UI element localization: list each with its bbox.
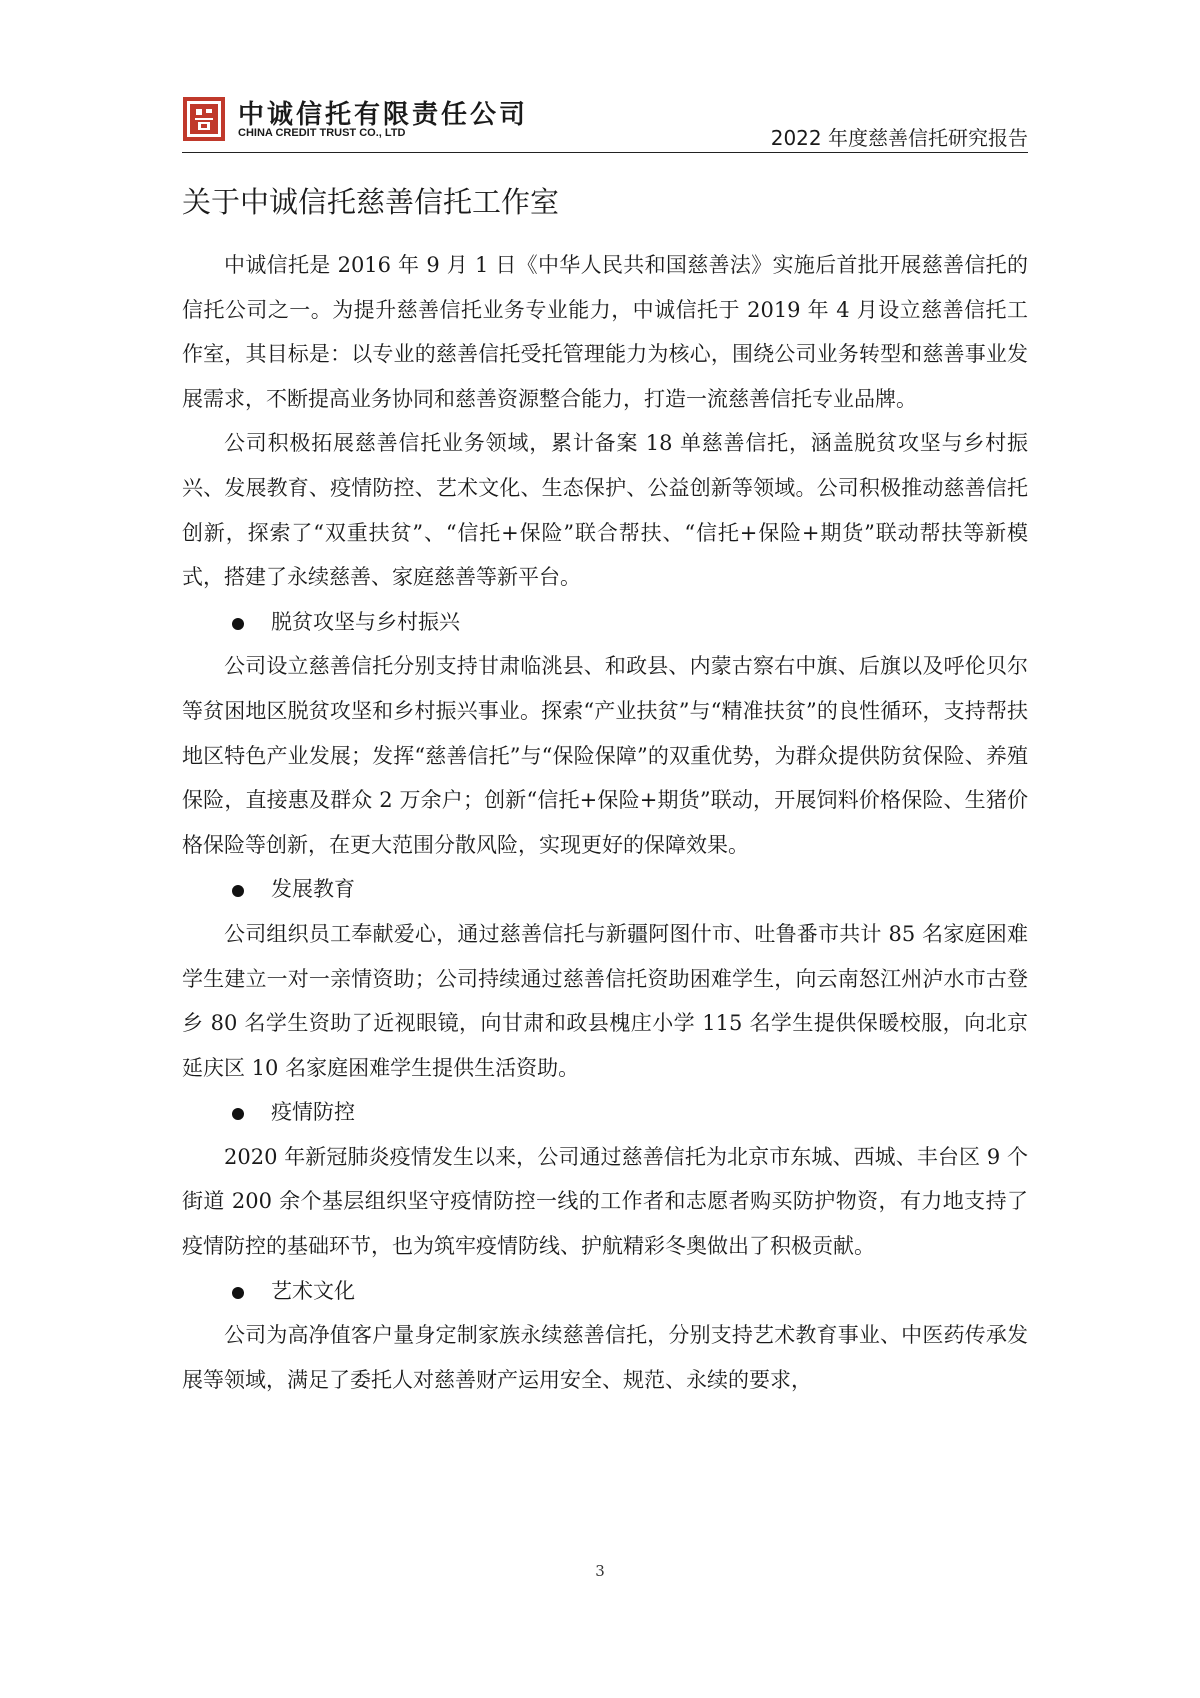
page-header [182, 96, 1028, 152]
paragraph-poverty: 公司设立慈善信托分别支持甘肃临洮县、和政县、内蒙古察右中旗、后旗以及呼伦贝尔等贫困地区脱贫攻坚和乡村振兴事业。探索“产业扶贫”与“精准扶贫”的良性循环，支持帮扶地区特色产业发展；发挥“慈善信托”与“保险保障”的双重优势，为群众提供防贫保险、养殖保险，直接惠及群众 2 万余户；创新“信托+保险+期货”联动，开展饲料价格保险、生猪价格保险等创新，在更大范围分散风险，实现更好的保障效果。 [182, 654, 1028, 857]
bullet-item [182, 867, 1028, 912]
bullet-item [182, 1090, 1028, 1135]
bullet-label: 发展教育 [271, 877, 355, 902]
bullet-label: 脱贫攻坚与乡村振兴 [271, 609, 460, 634]
page-title: 关于中诚信托慈善信托工作室 [182, 185, 560, 219]
company-name-cn: 中诚信托有限责任公司 [238, 100, 529, 130]
bullet-label: 艺术文化 [271, 1278, 355, 1303]
paragraph-overview: 公司积极拓展慈善信托业务领域，累计备案 18 单慈善信托，涵盖脱贫攻坚与乡村振兴、发展教育、疫情防控、艺术文化、生态保护、公益创新等领域。公司积极推动慈善信托创新，探索了“双重扶贫”、“信托+保险”联合帮扶、“信托+保险+期货”联动帮扶等新模式，搭建了永续慈善、家庭慈善等新平台。 [182, 431, 1028, 590]
paragraph-epidemic: 2020 年新冠肺炎疫情发生以来，公司通过慈善信托为北京市东城、西城、丰台区 9 个街道 200 余个基层组织坚守疫情防控一线的工作者和志愿者购买防护物资，有力地支持了疫情防控的基础环节，也为筑牢疫情防线、护航精彩冬奥做出了积极贡献。 [182, 1144, 1028, 1259]
paragraph-art: 公司为高净值客户量身定制家族永续慈善信托，分别支持艺术教育事业、中医药传承发展等领域，满足了委托人对慈善财产运用安全、规范、永续的要求， [182, 1323, 1028, 1392]
bullet-dot-icon [232, 618, 244, 630]
report-title: 2022 年度慈善信托研究报告 [770, 126, 1028, 150]
bullet-label: 疫情防控 [271, 1100, 355, 1125]
page-number: 3 [595, 1562, 605, 1580]
document-body [182, 243, 1028, 1402]
company-name-en: CHINA CREDIT TRUST CO., LTD [238, 127, 406, 139]
paragraph-education: 公司组织员工奉献爱心，通过慈善信托与新疆阿图什市、吐鲁番市共计 85 名家庭困难学生建立一对一亲情资助；公司持续通过慈善信托资助困难学生，向云南怒江州泸水市古登乡 80 名学生资助了近视眼镜，向甘肃和政县槐庄小学 115 名学生提供保暖校服，向北京延庆区 10 名家庭困难学生提供生活资助。 [182, 921, 1028, 1080]
bullet-item [182, 600, 1028, 645]
company-logo-icon [182, 96, 226, 142]
bullet-item [182, 1269, 1028, 1314]
bullet-dot-icon [232, 1287, 244, 1299]
header-divider [182, 152, 1028, 153]
paragraph-intro: 中诚信托是 2016 年 9 月 1 日《中华人民共和国慈善法》实施后首批开展慈善信托的信托公司之一。为提升慈善信托业务专业能力，中诚信托于 2019 年 4 月设立慈善信托工作室，其目标是：以专业的慈善信托受托管理能力为核心，围绕公司业务转型和慈善事业发展需求，不断提高业务协同和慈善资源整合能力，打造一流慈善信托专业品牌。 [182, 253, 1028, 411]
